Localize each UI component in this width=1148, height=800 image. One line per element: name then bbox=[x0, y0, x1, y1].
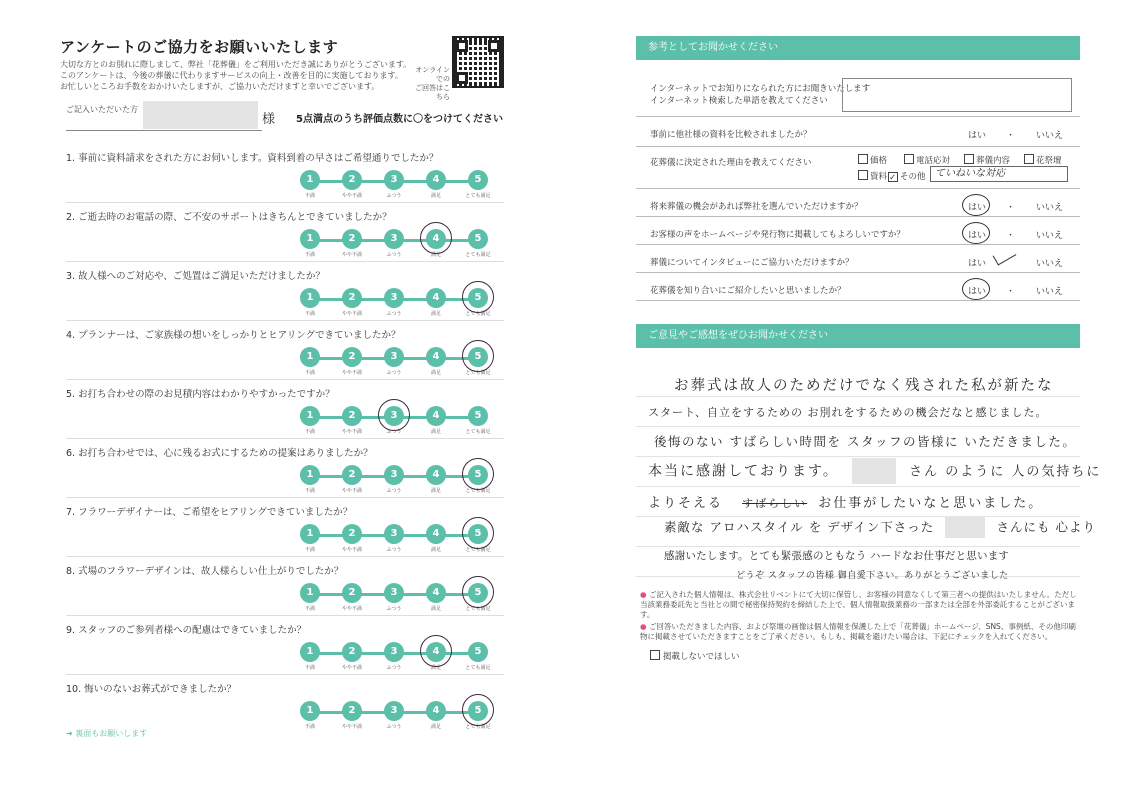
rating-label: 不満 bbox=[304, 429, 315, 435]
question-divider bbox=[66, 674, 504, 675]
handwritten-comment-row bbox=[664, 516, 1096, 538]
writing-line bbox=[636, 396, 1080, 397]
answer-circle bbox=[962, 194, 990, 216]
intro-line: 大切な方とのお別れに際しまして、弊社「花葬儀」をご利用いただき誠にありがとうございます。 bbox=[60, 60, 412, 69]
rating-label: ふつう bbox=[386, 193, 402, 199]
section-header-comments: ご意見やご感想をぜひお聞かせください bbox=[636, 324, 1080, 348]
question-divider bbox=[66, 556, 504, 557]
other-reason-field[interactable]: ていねいな対応 bbox=[930, 166, 1068, 182]
selected-rating-circle bbox=[462, 576, 494, 608]
rating-option-3[interactable]: 3 bbox=[384, 524, 404, 544]
rating-label: とても満足 bbox=[465, 606, 491, 612]
rating-label: 不満 bbox=[304, 193, 315, 199]
rating-option-3[interactable]: 3 bbox=[384, 229, 404, 249]
rating-option-5[interactable]: 5 bbox=[468, 465, 488, 485]
rating-label: 満足 bbox=[430, 193, 441, 199]
row-divider bbox=[636, 188, 1080, 189]
selected-rating-circle bbox=[462, 281, 494, 313]
rating-label: 不満 bbox=[304, 665, 315, 671]
turn-over-note: ➜ 裏面もお願いします bbox=[66, 729, 148, 738]
rating-scale bbox=[300, 701, 500, 741]
rating-option-1[interactable]: 1 bbox=[300, 583, 320, 603]
rating-option-1[interactable]: 1 bbox=[300, 170, 320, 190]
question-text: 4. プランナーは、ご家族様の想いをしっかりとヒアリングできていましたか？ bbox=[66, 330, 401, 341]
rating-option-1[interactable]: 1 bbox=[300, 288, 320, 308]
rating-option-4[interactable]: 4 bbox=[426, 170, 446, 190]
crossed-out-word: すばらしい bbox=[742, 497, 808, 510]
rating-option-1[interactable]: 1 bbox=[300, 701, 320, 721]
survey-front-page bbox=[0, 0, 560, 800]
reason-label: 電話応対 bbox=[916, 156, 951, 166]
search-word-input[interactable] bbox=[842, 78, 1072, 112]
handwritten-comment: お葬式は故人のためだけでなく残された私が新たな bbox=[674, 378, 1054, 394]
reason-content-checkbox[interactable] bbox=[964, 154, 1010, 166]
publication-note-text: ご回答いただきました内容、および祭壇の画像は個人情報を保護した上で「花葬儀」ホームページ、SNS、事例紙、その他印刷物に掲載させていただきますことをご了承ください。もしも、掲載を避けたい場合は、下記にチェックを入れてください。 bbox=[640, 622, 1076, 641]
reason-material-checkbox[interactable] bbox=[858, 170, 887, 182]
rating-option-2[interactable]: 2 bbox=[342, 465, 362, 485]
name-redacted bbox=[143, 101, 258, 129]
rating-label: ふつう bbox=[386, 252, 402, 258]
rating-option-4[interactable]: 4 bbox=[426, 347, 446, 367]
future-question: 将来葬儀の機会があれば弊社を選んでいただけますか？ bbox=[650, 202, 863, 212]
rating-label: 満足 bbox=[430, 665, 441, 671]
question-divider bbox=[66, 615, 504, 616]
rating-option-3[interactable]: 3 bbox=[384, 465, 404, 485]
opt-out-checkbox[interactable] bbox=[650, 650, 740, 662]
rating-option-3[interactable]: 3 bbox=[384, 170, 404, 190]
writing-line bbox=[636, 546, 1080, 547]
rating-label: やや不満 bbox=[341, 429, 362, 435]
privacy-note-text: ご記入された個人情報は、株式会社リベントにて大切に保管し、お客様の同意なくして第三者への提供はいたしません。ただし当該業務委託先と当社との間で秘密保持契約を締結した上で、個人情報取扱業務の一部または全部を外部委託することがございます。 bbox=[640, 590, 1077, 619]
reason-question: 花葬儀に決定された理由を教えてください bbox=[650, 158, 812, 168]
separator: ・ bbox=[1006, 231, 1016, 241]
rating-label: とても満足 bbox=[465, 193, 491, 199]
row-divider bbox=[636, 146, 1080, 147]
rating-option-4[interactable]: 4 bbox=[426, 465, 446, 485]
rating-label: とても満足 bbox=[465, 311, 491, 317]
rating-label: やや不満 bbox=[341, 488, 362, 494]
handwritten-comment: 素敵な アロハスタイル を デザイン下さった bbox=[664, 519, 935, 535]
rating-option-5[interactable]: 5 bbox=[468, 347, 488, 367]
rating-option-5[interactable]: 5 bbox=[468, 229, 488, 249]
separator: ・ bbox=[1006, 287, 1016, 297]
rating-option-3[interactable]: 3 bbox=[384, 583, 404, 603]
rating-option-1[interactable]: 1 bbox=[300, 229, 320, 249]
question-text: 8. 式場のフラワーデザインは、故人様らしい仕上がりでしたか？ bbox=[66, 566, 344, 577]
rating-label: 不満 bbox=[304, 252, 315, 258]
rating-label: 不満 bbox=[304, 547, 315, 553]
reason-altar-checkbox[interactable] bbox=[1024, 154, 1062, 166]
rating-label: やや不満 bbox=[341, 311, 362, 317]
rating-label: ふつう bbox=[386, 488, 402, 494]
reason-phone-checkbox[interactable] bbox=[904, 154, 950, 166]
rating-label: とても満足 bbox=[465, 547, 491, 553]
rating-option-4[interactable]: 4 bbox=[426, 701, 446, 721]
handwritten-comment: さんにも 心より bbox=[996, 519, 1096, 535]
qr-note bbox=[410, 66, 450, 102]
intro-line: このアンケートは、今後の葬儀に代わりますサービスの向上・改善を目的に実施しております。 bbox=[60, 71, 403, 80]
reason-price-checkbox[interactable] bbox=[858, 154, 887, 166]
intro-line: お忙しいところお手数をおかけいたしますが、ご協力いただけますと幸いでございます。 bbox=[60, 82, 380, 91]
question-divider bbox=[66, 379, 504, 380]
rating-option-3[interactable]: 3 bbox=[384, 288, 404, 308]
no-option[interactable]: いいえ bbox=[1036, 131, 1064, 141]
answer-circle bbox=[962, 222, 990, 244]
rating-label: やや不満 bbox=[341, 724, 362, 730]
section-header-reference: 参考としてお聞かせください bbox=[636, 36, 1080, 60]
rating-label: やや不満 bbox=[341, 252, 362, 258]
rating-label: とても満足 bbox=[465, 252, 491, 258]
qr-note-line: での bbox=[436, 75, 450, 83]
check-mark-icon bbox=[993, 245, 1017, 265]
rating-option-5[interactable]: 5 bbox=[468, 406, 488, 426]
handwritten-comment-row bbox=[648, 492, 1043, 511]
selected-rating-circle bbox=[462, 694, 494, 726]
rating-scale bbox=[300, 583, 500, 623]
rating-label: 満足 bbox=[430, 547, 441, 553]
qr-code-icon[interactable] bbox=[452, 36, 504, 88]
row-divider bbox=[636, 216, 1080, 217]
writing-line bbox=[636, 456, 1080, 457]
rating-label: 不満 bbox=[304, 311, 315, 317]
rating-scale bbox=[300, 465, 500, 505]
row-divider bbox=[636, 116, 1080, 117]
rating-label: 不満 bbox=[304, 724, 315, 730]
rating-option-1[interactable]: 1 bbox=[300, 642, 320, 662]
opt-out-label: 掲載しないでほしい bbox=[663, 652, 740, 662]
rating-option-4[interactable]: 4 bbox=[426, 524, 446, 544]
rating-label: 満足 bbox=[430, 311, 441, 317]
question-text: 6. お打ち合わせでは、心に残るお式にするための提案はありましたか？ bbox=[66, 448, 373, 459]
handwritten-comment: 感謝いたします。とても緊張感のともなう ハードなお仕事だと思います bbox=[664, 550, 1010, 562]
redacted-name bbox=[852, 458, 896, 484]
yes-option[interactable]: はい bbox=[968, 259, 987, 269]
rating-label: ふつう bbox=[386, 429, 402, 435]
question-text: 10. 悔いのないお葬式ができましたか？ bbox=[66, 684, 237, 695]
rating-option-2[interactable]: 2 bbox=[342, 583, 362, 603]
selected-rating-circle bbox=[378, 399, 410, 431]
redacted-name bbox=[945, 516, 985, 538]
rating-option-1[interactable]: 1 bbox=[300, 465, 320, 485]
question-divider bbox=[66, 438, 504, 439]
qr-note-line: ご回答はこちら bbox=[415, 84, 450, 101]
rating-label: 満足 bbox=[430, 488, 441, 494]
selected-rating-circle bbox=[462, 517, 494, 549]
handwritten-comment: スタート、自立をするための お別れをするための機会だなと感じました。 bbox=[648, 406, 1048, 419]
yes-option[interactable]: はい bbox=[968, 203, 987, 213]
rating-option-2[interactable]: 2 bbox=[342, 170, 362, 190]
handwritten-comment: お仕事がしたいなと思いました。 bbox=[818, 496, 1044, 511]
rating-option-2[interactable]: 2 bbox=[342, 288, 362, 308]
internet-question-line: インターネット検索した単語を教えてください bbox=[650, 96, 828, 106]
rating-option-5[interactable]: 5 bbox=[468, 288, 488, 308]
no-option[interactable]: いいえ bbox=[1036, 287, 1064, 297]
separator: ・ bbox=[1006, 131, 1016, 141]
reason-label: 価格 bbox=[870, 156, 888, 166]
rating-option-3[interactable]: 3 bbox=[384, 701, 404, 721]
rating-option-2[interactable]: 2 bbox=[342, 701, 362, 721]
separator: ・ bbox=[1006, 203, 1016, 213]
rating-label: ふつう bbox=[386, 724, 402, 730]
rating-scale bbox=[300, 524, 500, 564]
reason-label: 花祭壇 bbox=[1036, 156, 1062, 166]
rating-label: 満足 bbox=[430, 429, 441, 435]
rating-option-5[interactable]: 5 bbox=[468, 583, 488, 603]
question-text: 5. お打ち合わせの際のお見積内容はわかりやすかったですか？ bbox=[66, 389, 335, 400]
question-divider bbox=[66, 202, 504, 203]
interview-question: 葬儀についてインタビューにご協力いただけますか？ bbox=[650, 258, 854, 268]
rating-option-1[interactable]: 1 bbox=[300, 406, 320, 426]
rating-option-3[interactable]: 3 bbox=[384, 347, 404, 367]
rating-option-4[interactable]: 4 bbox=[426, 583, 446, 603]
privacy-note: ● ご記入された個人情報は、株式会社リベントにて大切に保管し、お客様の同意なくして第三者への提供はいたしません。ただし当該業務委託先と当社との間で秘密保持契約を締結した上で、個人情報取扱業務の一部または全部を外部委託することがございます。 bbox=[640, 590, 1077, 619]
reason-other-checkbox[interactable]: ✓ その他 bbox=[889, 172, 926, 183]
answer-circle bbox=[962, 278, 990, 300]
rating-label: ふつう bbox=[386, 606, 402, 612]
question-text: 2. ご逝去時のお電話の際、ご不安のサポートはきちんとできていましたか？ bbox=[66, 212, 392, 223]
reason-label: その他 bbox=[900, 172, 926, 182]
question-text: 7. フラワーデザイナーは、ご希望をヒアリングできていましたか？ bbox=[66, 507, 353, 518]
reason-label: 葬儀内容 bbox=[976, 156, 1011, 166]
rating-label: 満足 bbox=[430, 724, 441, 730]
rating-option-2[interactable]: 2 bbox=[342, 406, 362, 426]
rating-label: とても満足 bbox=[465, 488, 491, 494]
rating-option-5[interactable]: 5 bbox=[468, 701, 488, 721]
rating-option-3[interactable]: 3 bbox=[384, 642, 404, 662]
rating-option-4[interactable]: 4 bbox=[426, 642, 446, 662]
rating-label: とても満足 bbox=[465, 724, 491, 730]
name-label: ご記入いただいた方 bbox=[66, 105, 138, 114]
rating-scale bbox=[300, 642, 500, 682]
handwritten-comment: どうぞ スタッフの皆様 御自愛下さい。ありがとうございました bbox=[736, 571, 1009, 581]
rating-option-4[interactable]: 4 bbox=[426, 288, 446, 308]
question-text: 3. 故人様へのご対応や、ご処置はご満足いただけましたか？ bbox=[66, 271, 325, 282]
question-divider bbox=[66, 261, 504, 262]
rating-label: ふつう bbox=[386, 311, 402, 317]
question-divider bbox=[66, 497, 504, 498]
selected-rating-circle bbox=[420, 635, 452, 667]
rating-label: 不満 bbox=[304, 606, 315, 612]
rating-label: 不満 bbox=[304, 488, 315, 494]
yes-option[interactable]: はい bbox=[968, 131, 987, 141]
internet-question bbox=[650, 82, 870, 106]
question-text: 1. 事前に資料請求をされた方にお伺いします。資料到着の早さはご希望通りでしたか？ bbox=[66, 153, 439, 164]
rating-option-1[interactable]: 1 bbox=[300, 524, 320, 544]
rating-label: やや不満 bbox=[341, 665, 362, 671]
rating-label: とても満足 bbox=[465, 429, 491, 435]
rating-scale bbox=[300, 170, 500, 210]
writing-line bbox=[636, 426, 1080, 427]
rating-scale bbox=[300, 229, 500, 269]
no-option[interactable]: いいえ bbox=[1036, 259, 1064, 269]
rating-label: 満足 bbox=[430, 252, 441, 258]
writing-line bbox=[636, 486, 1080, 487]
selected-rating-circle bbox=[420, 222, 452, 254]
rating-option-2[interactable]: 2 bbox=[342, 229, 362, 249]
rating-label: やや不満 bbox=[341, 547, 362, 553]
rating-instruction: 5点満点のうち評価点数に〇をつけてください bbox=[296, 114, 503, 125]
survey-back-page bbox=[588, 0, 1148, 800]
rating-option-5[interactable]: 5 bbox=[468, 642, 488, 662]
intro-text bbox=[60, 59, 440, 92]
yes-option[interactable]: はい bbox=[968, 287, 987, 297]
publication-note: ● ご回答いただきました内容、および祭壇の画像は個人情報を保護した上で「花葬儀」ホームページ、SNS、事例紙、その他印刷物に掲載させていただきますことをご了承ください。もしも、掲載を避けたい場合は、下記にチェックを入れてください。 bbox=[640, 622, 1076, 641]
rating-label: ふつう bbox=[386, 665, 402, 671]
rating-option-2[interactable]: 2 bbox=[342, 347, 362, 367]
handwritten-comment: 後悔のない すばらしい時間を スタッフの皆様に いただきました。 bbox=[654, 434, 1077, 449]
no-option[interactable]: いいえ bbox=[1036, 203, 1064, 213]
rating-option-2[interactable]: 2 bbox=[342, 524, 362, 544]
rating-option-5[interactable]: 5 bbox=[468, 170, 488, 190]
no-option[interactable]: いいえ bbox=[1036, 231, 1064, 241]
rating-label: やや不満 bbox=[341, 606, 362, 612]
rating-option-4[interactable]: 4 bbox=[426, 406, 446, 426]
rating-option-2[interactable]: 2 bbox=[342, 642, 362, 662]
handwritten-comment-row bbox=[648, 458, 1101, 484]
survey-title: アンケートのご協力をお願いいたします bbox=[60, 38, 339, 56]
yes-option[interactable]: はい bbox=[968, 231, 987, 241]
compare-question: 事前に他社様の資料を比較されましたか？ bbox=[650, 130, 812, 140]
row-divider bbox=[636, 244, 1080, 245]
rating-label: 満足 bbox=[430, 606, 441, 612]
rating-option-5[interactable]: 5 bbox=[468, 524, 488, 544]
handwritten-comment: よりそえる bbox=[648, 496, 724, 511]
row-divider bbox=[636, 300, 1080, 301]
refer-question: 花葬儀を知り合いにご紹介したいと思いましたか？ bbox=[650, 286, 846, 296]
rating-label: やや不満 bbox=[341, 193, 362, 199]
question-divider bbox=[66, 320, 504, 321]
selected-rating-circle bbox=[462, 340, 494, 372]
rating-label: とても満足 bbox=[465, 370, 491, 376]
rating-option-4[interactable]: 4 bbox=[426, 229, 446, 249]
voice-question: お客様の声をホームページや発行物に掲載してもよろしいですか？ bbox=[650, 230, 905, 240]
rating-option-1[interactable]: 1 bbox=[300, 347, 320, 367]
rating-label: とても満足 bbox=[465, 665, 491, 671]
rating-label: 不満 bbox=[304, 370, 315, 376]
handwritten-comment: さん のように 人の気持ちに bbox=[909, 464, 1102, 480]
qr-note-line: オンライン bbox=[415, 66, 450, 74]
handwritten-comment: 本当に感謝しております。 bbox=[648, 463, 839, 480]
rating-label: やや不満 bbox=[341, 370, 362, 376]
internet-question-line: インターネットでお知りになられた方にお聞きいたします bbox=[650, 84, 871, 94]
honorific: 様 bbox=[262, 112, 276, 127]
question-text: 9. スタッフのご参列者様への配慮はできていましたか？ bbox=[66, 625, 307, 636]
rating-scale bbox=[300, 347, 500, 387]
rating-scale bbox=[300, 288, 500, 328]
reason-label: 資料 bbox=[870, 172, 888, 182]
rating-label: ふつう bbox=[386, 370, 402, 376]
rating-option-3[interactable]: 3 bbox=[384, 406, 404, 426]
rating-scale bbox=[300, 406, 500, 446]
name-underline bbox=[66, 130, 262, 131]
selected-rating-circle bbox=[462, 458, 494, 490]
rating-label: 満足 bbox=[430, 370, 441, 376]
row-divider bbox=[636, 272, 1080, 273]
rating-label: ふつう bbox=[386, 547, 402, 553]
